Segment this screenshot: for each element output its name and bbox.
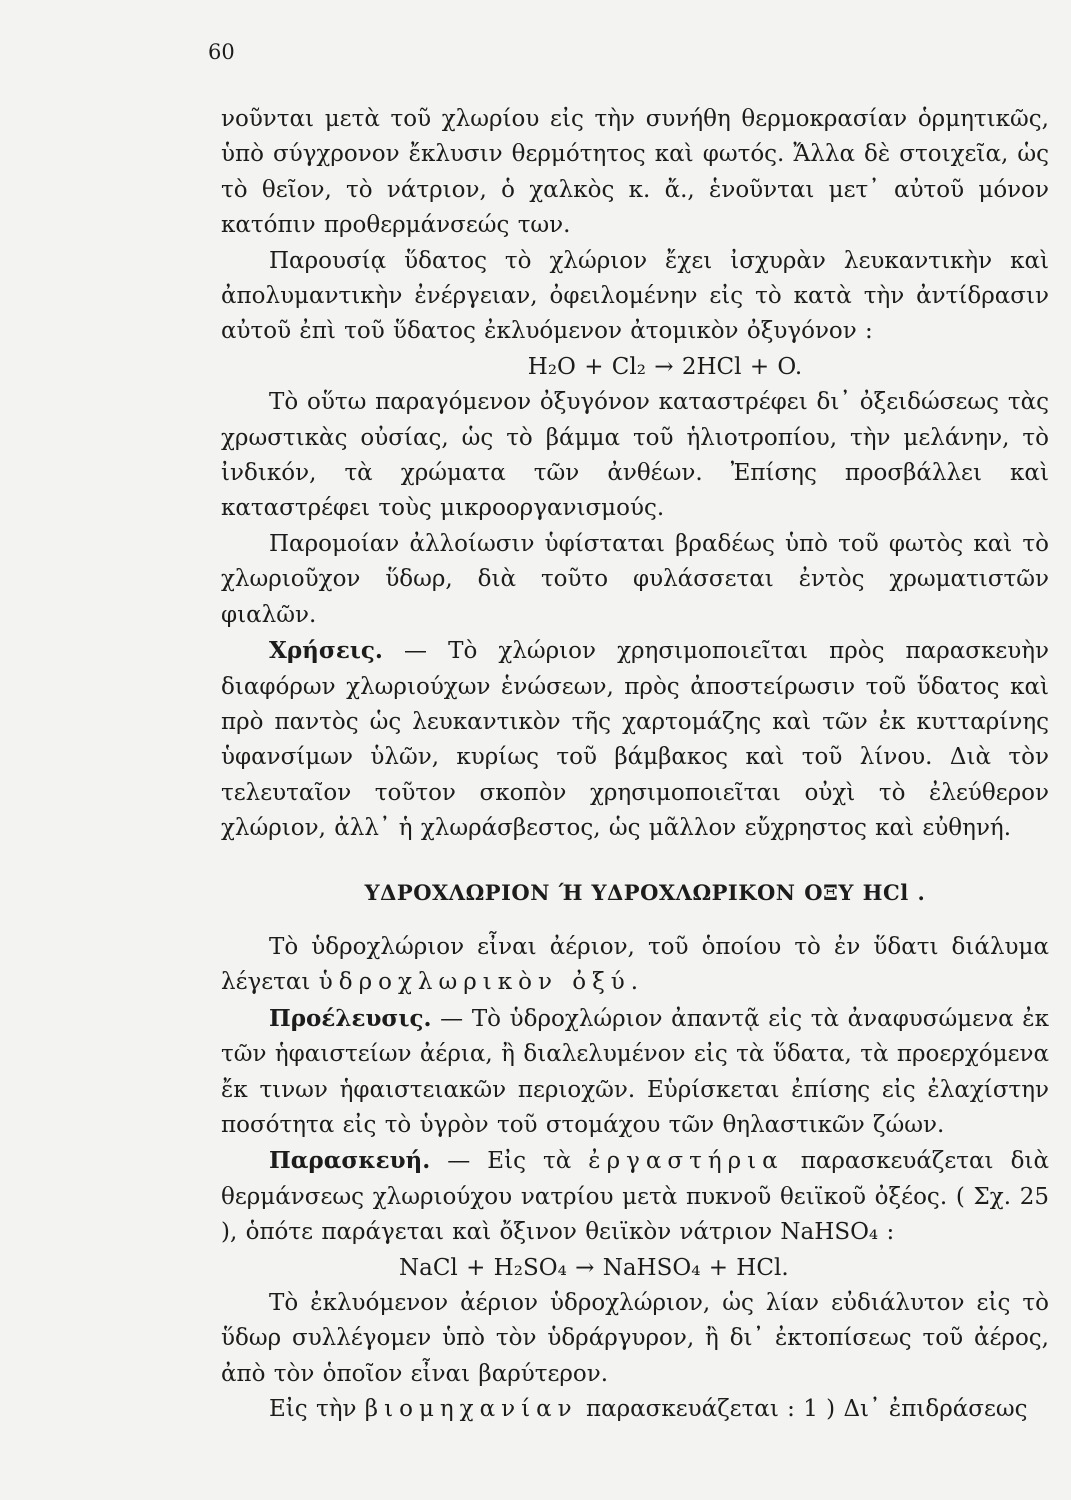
paragraph-industry — [221, 1392, 1049, 1427]
intro-text: Τὸ ὑδροχλώριον εἶναι ἀέριον, τοῦ ὁποίου τὸ ἐν ὕδατι διάλυμα λέγεται — [221, 933, 1049, 996]
paragraph-intro — [221, 930, 1049, 1001]
section-heading: ΥΔΡΟΧΛΩΡΙΟΝ Ή ΥΔΡΟΧΛΩΡΙΚΟΝ ΟΞΥ HCl . — [364, 879, 926, 905]
uses-text: — Τὸ χλώριον χρησιμοποιεῖται πρὸς παρασκευὴν διαφόρων χλωριούχων ἑνώσεων, πρὸς ἀποστείρωσιν τοῦ ὕδατος καὶ πρὸ παντὸς ὡς λευκαντικὸν τῆς χαρτομάζης καὶ τῶν ἐκ κυτταρίνης ὑφανσίμων ὑλῶν, κυρίως τοῦ βάμβακος καὶ τοῦ λίνου. Διὰ τὸν τελευταῖον τοῦτον σκοπὸν χρησιμοποιεῖται οὐχὶ τὸ ἐλεύθερον χλώριον, ἀλλ᾽ ἡ χλωράσβεστος, ὡς μᾶλλον εὔχρηστος καὶ εὐθηνή. — [221, 638, 1049, 842]
preparation-label: Παρασκευή. — [269, 1147, 431, 1175]
origin-text: — Τὸ ὑδροχλώριον ἀπαντᾷ εἰς τὰ ἀναφυσώμενα ἐκ τῶν ἡφαιστείων ἀέρια, ἢ διαλελυμένον εἰς τὰ ὕδατα, τὰ προερχόμενα ἔκ τινων ἡφαιστειακῶν περιοχῶν. Εὑρίσκεται ἐπίσης εἰς ἐλαχίστην ποσότητα εἰς τὸ ὑγρὸν τοῦ στομάχου τῶν θηλαστικῶν ζώων. — [221, 1005, 1049, 1138]
uses-label: Χρήσεις. — [269, 637, 383, 665]
paragraph-uses — [221, 633, 1049, 846]
preparation-text-a: — Εἰς τὰ — [430, 1148, 589, 1175]
preparation-spaced-term: ἐργαστήρια — [588, 1148, 784, 1175]
paragraph-origin — [221, 1001, 1049, 1144]
intro-end: . — [630, 969, 639, 996]
page-body — [221, 102, 1049, 1428]
industry-text-b: παρασκευάζεται : 1 ) Δι᾽ ἐπιδράσεως — [577, 1396, 1028, 1423]
equation-nacl-h2so4: NaCl + H₂SO₄ → NaHSO₄ + HCl. — [399, 1254, 789, 1281]
paragraph-oxidation: Τὸ οὕτω παραγόμενον ὀξυγόνον καταστρέφει δι᾽ ὀξειδώσεως τὰς χρωστικὰς οὐσίας, ὡς τὸ βάμμα τοῦ ἡλιοτροπίου, τὴν μελάνην, τὸ ἰνδικόν, τὰ χρώματα τῶν ἀνθέων. Ἐπίσης προσβάλλει καὶ καταστρέφει τοὺς μικροοργανισμούς. — [221, 389, 1049, 522]
industry-text-a: Εἰς τὴν — [269, 1396, 365, 1423]
paragraph-collection: Τὸ ἐκλυόμενον ἀέριον ὑδροχλώριον, ὡς λίαν εὐδιάλυτον εἰς τὸ ὕδωρ συλλέγομεν ὑπὸ τὸν ὑδράργυρον, ἢ δι᾽ ἐκτοπίσεως τοῦ ἀέρος, ἀπὸ τὸν ὁποῖον εἶναι βαρύτερον. — [221, 1290, 1049, 1387]
intro-spaced-term: ὑδροχλωρικὸν ὀξύ — [318, 969, 631, 996]
paragraph-bleaching: Παρουσίᾳ ὕδατος τὸ χλώριον ἔχει ἰσχυρὰν λευκαντικὴν καὶ ἀπολυμαντικὴν ἐνέργειαν, ὀφειλομένην εἰς τὸ κατὰ τὴν ἀντίδρασιν αὐτοῦ ἐπὶ τοῦ ὕδατος ἐκλυόμενον ἀτομικὸν ὀξυγόνον : — [221, 247, 1049, 345]
paragraph-preparation — [221, 1143, 1049, 1250]
paragraph-continuation: νοῦνται μετὰ τοῦ χλωρίου εἰς τὴν συνήθη θερμοκρασίαν ὁρμητικῶς, ὑπὸ σύγχρονον ἔκλυσιν θερμότητος καὶ φωτός. Ἄλλα δὲ στοιχεῖα, ὡς τὸ θεῖον, τὸ νάτριον, ὁ χαλκὸς κ. ἄ., ἑνοῦνται μετ᾽ αὐτοῦ μόνον κατόπιν προθερμάνσεώς των. — [221, 106, 1049, 239]
origin-label: Προέλευσις. — [269, 1004, 432, 1032]
industry-spaced-term: βιομηχανίαν — [364, 1396, 578, 1423]
preparation-text-b: παρασκευάζεται διὰ θερμάνσεως χλωριούχου νατρίου μετὰ πυκνοῦ θειϊκοῦ ὀξέος. ( Σχ. 25 ), ὁπότε παράγεται καὶ ὄξινον θειϊκὸν νάτριον NaHSO₄ : — [221, 1148, 1049, 1246]
page-number: 60 — [208, 40, 235, 64]
paragraph-light-alteration: Παρομοίαν ἀλλοίωσιν ὑφίσταται βραδέως ὑπὸ τοῦ φωτὸς καὶ τὸ χλωριοῦχον ὕδωρ, διὰ τοῦτο φυλάσσεται ἐντὸς χρωματιστῶν φιαλῶν. — [221, 530, 1049, 628]
equation-water-chlorine: H₂O + Cl₂ → 2HCl + O. — [527, 353, 803, 380]
